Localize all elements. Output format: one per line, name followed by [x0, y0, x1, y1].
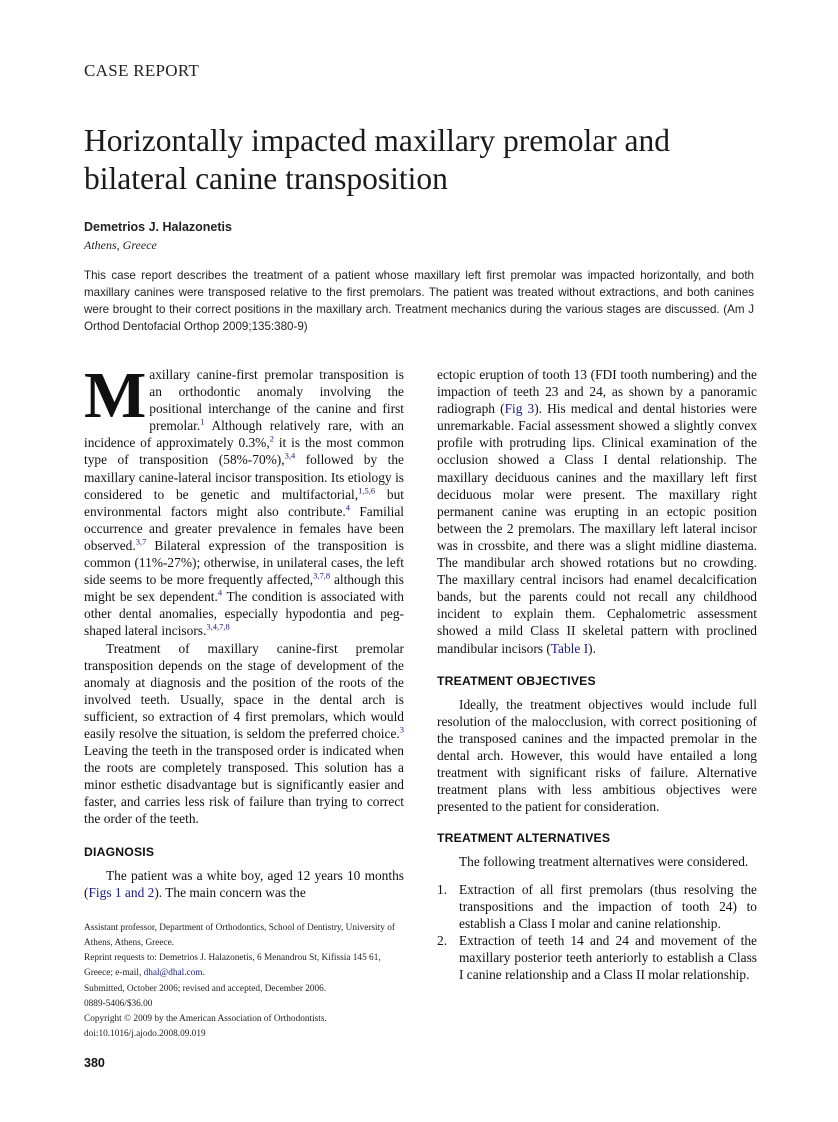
page-number: 380 — [84, 1056, 105, 1071]
objectives-paragraph — [437, 696, 757, 816]
text-run: it is the most common type of transposition (58%-70%), — [84, 435, 404, 468]
list-number: 2. — [437, 932, 448, 948]
text-run: The patient was a white boy, aged 12 years 10 months ( — [84, 867, 404, 900]
citation-link[interactable]: 1,5,6 — [358, 485, 376, 496]
text-run: ). His medical and dental histories were unremarkable. Facial assessment showed a slightly convex profile with protruding lips. Clinical examination of the occlusion showed a Class I dental relationship. The maxillary deciduous canines and the maxillary left first deciduous molar were present. The maxillary right permanent canine was erupting in an ectopic position between the 2 premolars. The maxillary left lateral incisor was in crossbite, and there was a slight midline diastema. The mandibular arch showed rotations but no crowding. The maxillary central incisors had enamel decalcification bands, but the parents could not recall any childhood incident to explain them. Cephalometric assessment showed a mild Class II skeletal pattern with proclined mandibular incisors ( — [437, 401, 758, 656]
author-affiliation: Athens, Greece — [84, 238, 157, 252]
text-run: Familial occurrence and greater prevalence in females have been observed. — [84, 503, 404, 553]
footnote-copyright: Copyright © 2009 by the American Association of Orthodontists. — [84, 1014, 327, 1025]
text-run: Leaving the teeth in the transposed order is indicated when the roots are completely transposed. This solution has a minor esthetic disadvantage but is significantly easier and faster, and carries less risk of failure than trying to correct the order of the teeth. — [84, 743, 404, 827]
citation-link[interactable]: 2 — [269, 433, 274, 444]
citation-link[interactable]: 3 — [399, 724, 404, 735]
citation-link[interactable]: 3,4,7,8 — [206, 621, 230, 632]
text-run: ). The main concern was the — [154, 884, 306, 900]
author-name: Demetrios J. Halazonetis — [84, 220, 232, 234]
drop-cap: M — [84, 359, 147, 432]
footnote-price: 0889-5406/$36.00 — [84, 998, 153, 1009]
article-title: Horizontally impacted maxillary premolar and bilateral canine transposition — [84, 123, 671, 196]
text-run: Ideally, the treatment objectives would include full resolution of the malocclusion, with correct positioning of the transposed canines and the impacted premolar in the dental arch. However, this would have entailed a long treatment with significant risks of failure. Alternative treatment plans with less ambitious objectives were presented to the patient for consideration. — [437, 696, 757, 815]
citation-link[interactable]: 3,4 — [284, 451, 296, 461]
text-run: The condition is associated with other dental anomalies, especially hypodontia and peg-shaped lateral incisors. — [84, 589, 404, 639]
alternatives-intro — [437, 853, 757, 870]
diagnosis-continued-paragraph — [437, 366, 757, 657]
list-text: Extraction of teeth 14 and 24 and movement of the maxillary posterior teeth anteriorly to establish a Class I canine relationship and a Class II molar relationship. — [459, 932, 757, 982]
left-stack — [84, 359, 405, 1071]
reprint-end: . — [202, 968, 205, 979]
text-run: The following treatment alternatives were considered. — [459, 854, 749, 870]
footnote-submitted: Submitted, October 2006; revised and accepted, December 2006. — [84, 983, 327, 994]
text-run: but environmental factors might also contribute. — [84, 486, 405, 519]
footnote-reprint — [84, 951, 404, 981]
list-item — [437, 881, 757, 932]
left-column — [84, 359, 405, 901]
diagnosis-paragraph — [84, 867, 404, 901]
abstract: This case report describes the treatment of a patient whose maxillary left first premolar was impacted horizontally, and both maxillary canines were transposed relative to the first premolars. The patient was treated without extractions, and both canines were brought to their correct positions in the maxillary arch. Treatment mechanics during the various stages are discussed. (Am J Orthod Dentofacial Orthop 2009;135:380-9) — [84, 269, 754, 333]
figure-reference-link[interactable]: Figs 1 and 2 — [88, 884, 155, 900]
objectives-heading: TREATMENT OBJECTIVES — [437, 673, 596, 688]
text-run: Treatment of maxillary canine-first premolar transposition depends on the stage of development of the anomaly at diagnosis and the position of the roots of the involved teeth. Usually, space in the dental arch is sufficient, so extraction of 4 first premolars, which would easily resolve the situation, is seldom the preferred choice. — [84, 640, 404, 741]
right-column — [437, 366, 757, 983]
figure-reference-link[interactable]: Table I — [550, 640, 589, 656]
figure-reference-link[interactable]: Fig 3 — [504, 401, 535, 417]
text-run: Although relatively rare, with an incidence of approximately 0.3%, — [84, 418, 404, 451]
text-run: ectopic eruption of tooth 13 (FDI tooth numbering) and the impaction of teeth 23 and 24, as shown by a panoramic radiograph ( — [437, 367, 757, 417]
text-run: although this might be sex dependent. — [84, 572, 404, 605]
citation-link[interactable]: 3,7 — [135, 536, 147, 547]
alternatives-heading: TREATMENT ALTERNATIVES — [437, 831, 611, 846]
citation-link[interactable]: 1 — [200, 416, 205, 427]
citation-link[interactable]: 4 — [217, 587, 223, 598]
text-run: Bilateral expression of the transposition is common (11%-27%); otherwise, in unilateral cases, the left side seems to be more frequently affected, — [84, 537, 404, 588]
footnote-position: Assistant professor, Department of Orthodontics, School of Dentistry, University of Athens, Athens, Greece. — [84, 922, 395, 949]
reprint-text: Reprint requests to: Demetrios J. Halazonetis, 6 Menandrou St, Kifissia 145 61, Greece; e-mail, — [84, 953, 381, 979]
text-run: followed by the maxillary canine-lateral incisor transposition. Its etiology is considered to be genetic and multifactorial, — [84, 452, 404, 502]
alternatives-list — [437, 881, 757, 984]
email-link[interactable]: dhal@dhal.com — [143, 968, 203, 979]
treatment-paragraph — [84, 640, 404, 828]
list-item — [437, 932, 757, 983]
diagnosis-heading: DIAGNOSIS — [84, 844, 155, 859]
text-run: axillary canine-first premolar transposition is an orthodontic anomaly involving the positional interchange of the canine and first premolar. — [149, 367, 404, 434]
list-text: Extraction of all first premolars (thus resolving the transpositions and the impaction of tooth 24) to establish a Class I molar and canine relationship. — [459, 881, 757, 931]
citation-link[interactable]: 4 — [345, 502, 350, 513]
citation-link[interactable]: 3,7,8 — [313, 570, 331, 581]
section-label: CASE REPORT — [84, 61, 200, 80]
intro-paragraph — [84, 359, 405, 640]
list-number: 1. — [437, 881, 448, 897]
footnotes — [84, 921, 404, 1043]
text-run: ). — [588, 640, 596, 656]
footnote-doi: doi:10.1016/j.ajodo.2008.09.019 — [84, 1029, 206, 1040]
